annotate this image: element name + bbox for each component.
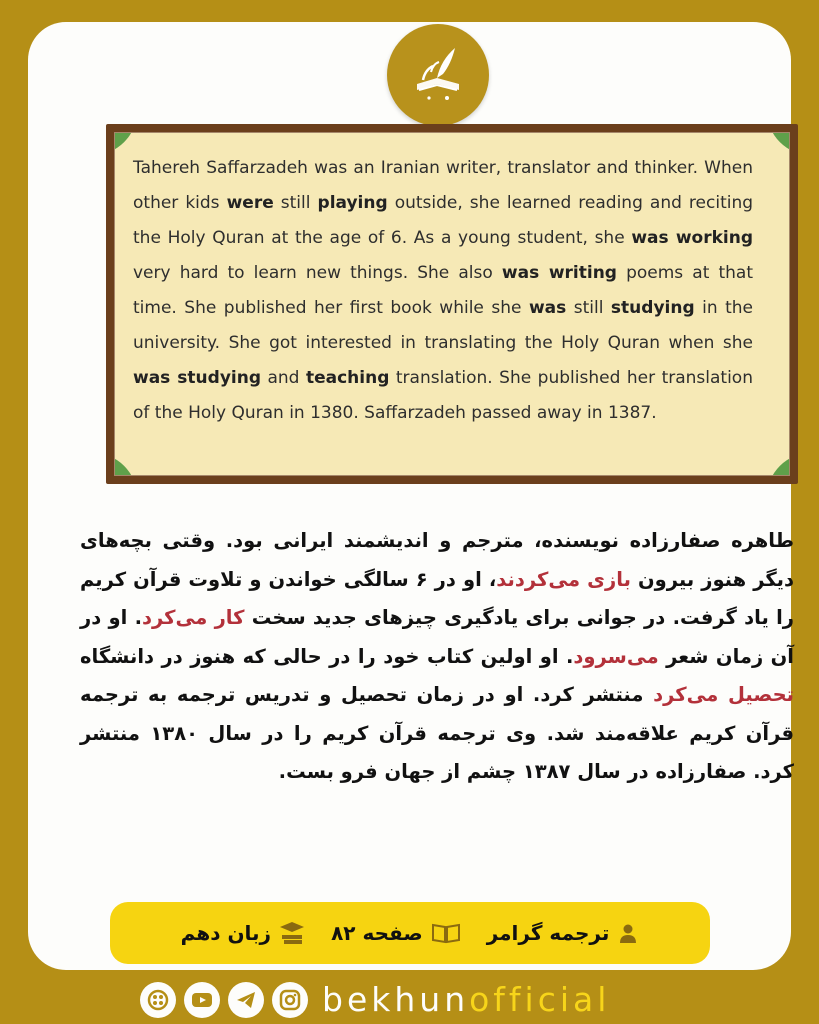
graduation-books-icon [279,921,305,945]
bekhun-logo[interactable] [387,24,489,126]
persian-translation: طاهره صفارزاده نویسنده، مترجم و اندیشمند ایرانی بود. وقتی بچه‌های دیگر هنوز بیرون بازی می‌کردند، او در ۶ سالگی خواندن و تلاوت قرآن کریم را یاد گرفت. در جوانی برای یادگیری چیزهای جدید سخت کار می‌کرد. او در آن زمان شعر می‌سرود. او اولین کتاب خود را در حالی که هنوز در دانشگاه تحصیل می‌کرد منتشر کرد. او در زمان تحصیل و تدریس ترجمه به ترجمه قرآن کریم علاقه‌مند شد. وی ترجمه قرآن کریم را در سال ۱۳۸۰ منتشر کرد. صفارزاده در سال ۱۳۸۷ چشم از جهان فرو بست. [80,529,795,783]
youtube-icon[interactable] [184,982,220,1018]
info-course: زبان دهم [181,921,305,945]
aparat-icon[interactable] [140,982,176,1018]
emphasis: were [226,193,274,213]
english-passage: Tahereh Saffarzadeh was an Iranian writer, translator and thinker. When other kids were still playing outside, she learned reading and reciting the Holy Quran at the age of 6. As a young student, she was working very hard to learn new things. She also was writing poems at that time. She published her first book while she was still studying in the university. She got interested in translating the Holy Quran when she was studying and teaching translation. She published her translation of the Holy Quran in 1380. Saffarzadeh passed away in 1387. [133,158,754,423]
info-bar [110,902,710,964]
corner-ornament [767,453,790,476]
instagram-icon[interactable] [272,982,308,1018]
emphasis: was working [631,228,753,248]
social-footer [140,978,610,1022]
corner-ornament [114,453,137,476]
telegram-icon[interactable] [228,982,264,1018]
student-icon [617,922,639,944]
highlighted-verb: کار می‌کرد [142,606,245,629]
highlighted-verb: تحصیل می‌کرد [653,683,794,706]
brand-handle[interactable]: bekhunofficial [322,980,611,1019]
highlighted-verb: می‌سرود [573,644,659,668]
open-book-icon [431,922,461,944]
emphasis: studying [610,298,695,318]
emphasis: was writing [501,263,617,283]
english-passage-frame [106,124,798,484]
emphasis: was [528,298,567,318]
emphasis: was studying [133,368,261,388]
highlighted-verb: بازی می‌کردند [496,567,631,591]
content-card [28,22,795,970]
book-feather-icon [403,40,473,110]
emphasis: playing [317,193,388,213]
emphasis: teaching [305,368,390,388]
info-page: صفحه ۸۲ [331,921,461,945]
info-topic: ترجمه گرامر [487,921,640,945]
corner-ornament [767,132,790,155]
